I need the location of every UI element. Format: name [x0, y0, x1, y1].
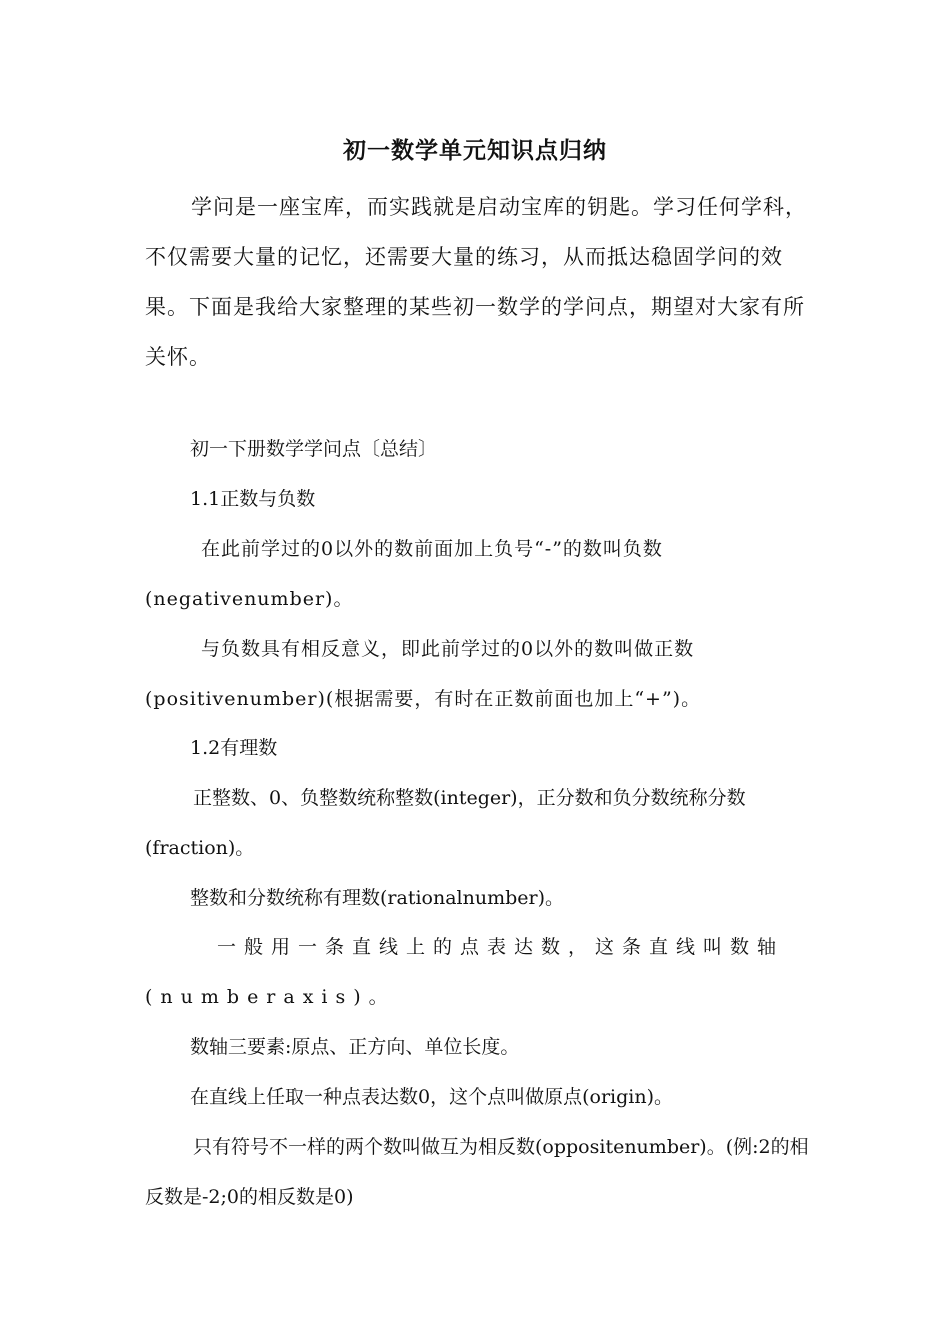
section-1-2-paragraph-3: 一般用一条直线上的点表达数，这条直线叫数轴(numberaxis)。: [145, 936, 785, 1008]
section-1-2-heading: 1.2有理数: [190, 737, 278, 759]
section-1-2-paragraph-1: 正整数、0、负整数统称整数(integer)，正分数和负分数统称分数(fraction)。: [145, 787, 746, 859]
document-title: 初一数学单元知识点归纳: [343, 137, 607, 164]
section-1-1-paragraph-1: 在此前学过的0以外的数前面加上负号“-”的数叫负数(negativenumber)。: [145, 538, 663, 610]
intro-paragraph: 学问是一座宝库，而实践就是启动宝库的钥匙。学习任何学科，不仅需要大量的记忆，还需要大量的练习，从而抵达稳固学问的效果。下面是我给大家整理的某些初一数学的学问点，期望对大家有所关怀。: [145, 195, 807, 369]
section-heading: 初一下册数学学问点〔总结〕: [190, 438, 438, 460]
section-1-1-heading: 1.1正数与负数: [190, 488, 316, 510]
section-1-2-paragraph-6: 只有符号不一样的两个数叫做互为相反数(oppositenumber)。(例:2的相反数是-2;0的相反数是0): [145, 1136, 809, 1208]
section-1-2-paragraph-2: 整数和分数统称有理数(rationalnumber)。: [190, 887, 565, 909]
section-1-2-paragraph-4: 数轴三要素:原点、正方向、单位长度。: [190, 1036, 520, 1058]
section-1-1-paragraph-2: 与负数具有相反意义，即此前学过的0以外的数叫做正数(positivenumber)(根据需要，有时在正数前面也加上“+”)。: [145, 638, 702, 710]
section-1-2-paragraph-5: 在直线上任取一种点表达数0，这个点叫做原点(origin)。: [190, 1086, 673, 1108]
